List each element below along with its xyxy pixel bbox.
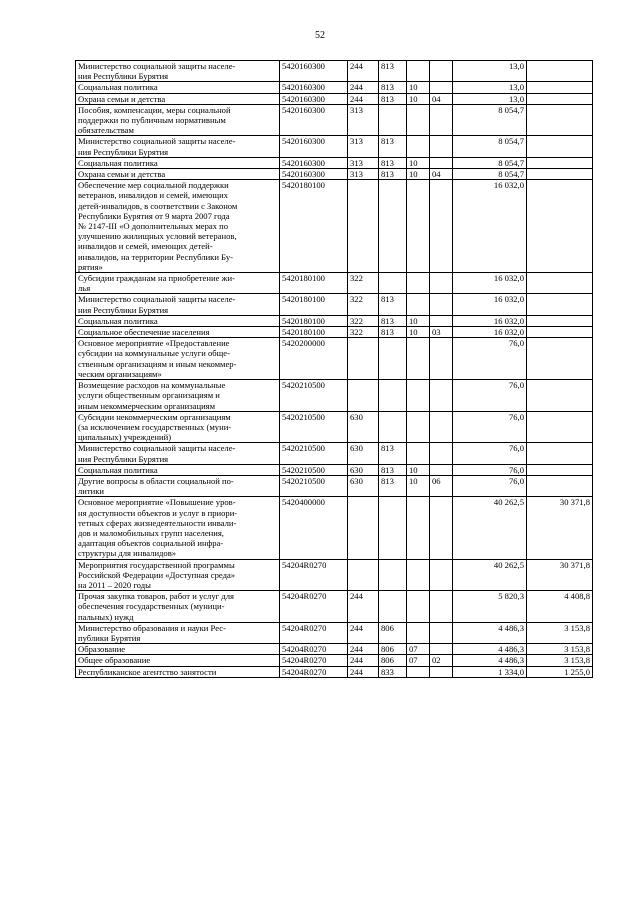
admin-code-cell — [379, 104, 407, 136]
target-article-cell: 5420160300 — [280, 136, 348, 157]
section-cell: 10 — [407, 93, 430, 104]
subsection-cell — [430, 622, 453, 643]
admin-code-cell — [379, 338, 407, 380]
amount-cell: 16 032,0 — [453, 294, 527, 315]
admin-code-cell — [379, 559, 407, 591]
subsection-cell — [430, 136, 453, 157]
amount-federal-cell: 30 371,8 — [527, 497, 593, 559]
subsection-cell — [430, 82, 453, 93]
section-cell — [407, 273, 430, 294]
amount-federal-cell — [527, 180, 593, 273]
amount-cell: 5 820,3 — [453, 591, 527, 623]
section-cell — [407, 411, 430, 443]
target-article-cell: 5420160300 — [280, 104, 348, 136]
expense-name-cell: Субсидии некоммерческим организациям (за исключением государственных (муни- ципальных) учреждений) — [76, 411, 280, 443]
section-cell — [407, 294, 430, 315]
expense-name-cell: Социальная политика — [76, 82, 280, 93]
amount-cell: 16 032,0 — [453, 327, 527, 338]
amount-federal-cell: 3 153,8 — [527, 655, 593, 666]
expense-name-cell: Социальная политика — [76, 157, 280, 168]
admin-code-cell: 813 — [379, 136, 407, 157]
table-row — [76, 644, 593, 655]
expense-name-cell: Социальная политика — [76, 315, 280, 326]
expense-type-cell — [348, 180, 379, 273]
expense-type-cell — [348, 497, 379, 559]
amount-federal-cell — [527, 93, 593, 104]
amount-cell: 76,0 — [453, 475, 527, 496]
amount-federal-cell — [527, 475, 593, 496]
admin-code-cell: 813 — [379, 157, 407, 168]
expense-type-cell: 244 — [348, 93, 379, 104]
expense-name-cell: Министерство социальной защиты населе- ния Республики Бурятия — [76, 61, 280, 82]
table-row — [76, 622, 593, 643]
expense-name-cell: Обеспечение мер социальной поддержки ветеранов, инвалидов и семей, имеющих детей-инвалидов, в соответствии с Законом Республики Бурятия от 9 марта 2007 года № 2147-III «О дополнительных мерах по улучшению жилищных условий ветеранов, инвалидов и семей, имеющих детей- инвалидов, на территории Республики Бу- рятия» — [76, 180, 280, 273]
admin-code-cell: 813 — [379, 93, 407, 104]
expense-type-cell: 313 — [348, 136, 379, 157]
expense-type-cell: 244 — [348, 644, 379, 655]
subsection-cell — [430, 157, 453, 168]
subsection-cell — [430, 559, 453, 591]
amount-cell: 1 334,0 — [453, 666, 527, 677]
target-article-cell: 5420160300 — [280, 157, 348, 168]
expense-type-cell: 244 — [348, 655, 379, 666]
table-row — [76, 93, 593, 104]
amount-federal-cell — [527, 61, 593, 82]
expense-type-cell: 322 — [348, 327, 379, 338]
expense-type-cell: 630 — [348, 464, 379, 475]
subsection-cell — [430, 497, 453, 559]
table-row — [76, 411, 593, 443]
expense-name-cell: Возмещение расходов на коммунальные услуги общественным организациям и иным некоммерческим организациям — [76, 380, 280, 412]
target-article-cell: 54204R0270 — [280, 644, 348, 655]
target-article-cell: 5420160300 — [280, 169, 348, 180]
expense-type-cell: 630 — [348, 411, 379, 443]
table-body — [76, 61, 593, 678]
subsection-cell — [430, 443, 453, 464]
target-article-cell: 54204R0270 — [280, 559, 348, 591]
amount-cell: 76,0 — [453, 464, 527, 475]
expense-type-cell: 313 — [348, 157, 379, 168]
expense-name-cell: Основное мероприятие «Повышение уров- ня доступности объектов и услуг в приори- тетных сферах жизнедеятельности инвали- дов и маломобильных групп населения, адаптация объектов социальной инфра- структуры для инвалидов» — [76, 497, 280, 559]
target-article-cell: 5420180100 — [280, 180, 348, 273]
table-row — [76, 169, 593, 180]
expense-type-cell: 244 — [348, 622, 379, 643]
amount-federal-cell — [527, 464, 593, 475]
target-article-cell: 5420160300 — [280, 82, 348, 93]
amount-cell: 16 032,0 — [453, 180, 527, 273]
admin-code-cell: 806 — [379, 644, 407, 655]
admin-code-cell: 806 — [379, 655, 407, 666]
subsection-cell — [430, 464, 453, 475]
target-article-cell: 5420180100 — [280, 315, 348, 326]
amount-cell: 8 054,7 — [453, 157, 527, 168]
subsection-cell: 06 — [430, 475, 453, 496]
admin-code-cell: 813 — [379, 443, 407, 464]
target-article-cell: 5420210500 — [280, 380, 348, 412]
target-article-cell: 54204R0270 — [280, 622, 348, 643]
section-cell: 10 — [407, 327, 430, 338]
amount-cell: 8 054,7 — [453, 104, 527, 136]
expense-name-cell: Социальная политика — [76, 464, 280, 475]
amount-federal-cell: 3 153,8 — [527, 622, 593, 643]
amount-cell: 76,0 — [453, 443, 527, 464]
table-row — [76, 315, 593, 326]
subsection-cell: 02 — [430, 655, 453, 666]
target-article-cell: 5420160300 — [280, 61, 348, 82]
admin-code-cell: 813 — [379, 294, 407, 315]
subsection-cell — [430, 180, 453, 273]
admin-code-cell: 813 — [379, 169, 407, 180]
target-article-cell: 5420180100 — [280, 327, 348, 338]
amount-federal-cell — [527, 136, 593, 157]
expense-name-cell: Министерство социальной защиты населе- ния Республики Бурятия — [76, 294, 280, 315]
admin-code-cell — [379, 380, 407, 412]
amount-cell: 4 486,3 — [453, 644, 527, 655]
amount-federal-cell: 30 371,8 — [527, 559, 593, 591]
amount-federal-cell — [527, 443, 593, 464]
section-cell: 10 — [407, 315, 430, 326]
amount-cell: 8 054,7 — [453, 169, 527, 180]
admin-code-cell — [379, 497, 407, 559]
expense-name-cell: Министерство социальной защиты населе- ния Республики Бурятия — [76, 136, 280, 157]
target-article-cell: 5420210500 — [280, 411, 348, 443]
section-cell — [407, 497, 430, 559]
expense-name-cell: Мероприятия государственной программы Российской Федерации «Доступная среда» на 2011 – 2020 годы — [76, 559, 280, 591]
section-cell — [407, 559, 430, 591]
target-article-cell: 54204R0270 — [280, 591, 348, 623]
target-article-cell: 5420210500 — [280, 475, 348, 496]
amount-federal-cell — [527, 294, 593, 315]
subsection-cell — [430, 338, 453, 380]
expense-name-cell: Образование — [76, 644, 280, 655]
subsection-cell — [430, 411, 453, 443]
amount-cell: 8 054,7 — [453, 136, 527, 157]
admin-code-cell: 806 — [379, 622, 407, 643]
amount-cell: 16 032,0 — [453, 273, 527, 294]
section-cell — [407, 666, 430, 677]
target-article-cell: 54204R0270 — [280, 655, 348, 666]
section-cell: 10 — [407, 157, 430, 168]
expense-name-cell: Основное мероприятие «Предоставление субсидии на коммунальные услуги обще- ственным организациям и иным некоммер- ческим организациям» — [76, 338, 280, 380]
subsection-cell — [430, 61, 453, 82]
admin-code-cell — [379, 591, 407, 623]
section-cell: 10 — [407, 475, 430, 496]
amount-federal-cell — [527, 169, 593, 180]
section-cell: 10 — [407, 464, 430, 475]
admin-code-cell — [379, 273, 407, 294]
expense-type-cell: 244 — [348, 666, 379, 677]
subsection-cell — [430, 104, 453, 136]
amount-federal-cell — [527, 315, 593, 326]
subsection-cell — [430, 644, 453, 655]
target-article-cell: 5420210500 — [280, 443, 348, 464]
table-row — [76, 61, 593, 82]
expense-type-cell: 244 — [348, 61, 379, 82]
expense-type-cell — [348, 559, 379, 591]
admin-code-cell: 833 — [379, 666, 407, 677]
admin-code-cell: 813 — [379, 475, 407, 496]
table-row — [76, 655, 593, 666]
table-row — [76, 666, 593, 677]
section-cell: 07 — [407, 644, 430, 655]
admin-code-cell — [379, 180, 407, 273]
table-row — [76, 180, 593, 273]
section-cell — [407, 136, 430, 157]
amount-federal-cell — [527, 157, 593, 168]
amount-cell: 13,0 — [453, 93, 527, 104]
expense-type-cell: 322 — [348, 315, 379, 326]
section-cell — [407, 380, 430, 412]
table-row — [76, 497, 593, 559]
amount-federal-cell: 4 408,8 — [527, 591, 593, 623]
table-row — [76, 380, 593, 412]
amount-federal-cell — [527, 82, 593, 93]
admin-code-cell: 813 — [379, 61, 407, 82]
subsection-cell — [430, 666, 453, 677]
table-row — [76, 136, 593, 157]
amount-federal-cell: 1 255,0 — [527, 666, 593, 677]
amount-cell: 76,0 — [453, 380, 527, 412]
table-row — [76, 464, 593, 475]
section-cell — [407, 61, 430, 82]
subsection-cell — [430, 315, 453, 326]
amount-cell: 40 262,5 — [453, 497, 527, 559]
table-row — [76, 475, 593, 496]
expense-type-cell: 630 — [348, 475, 379, 496]
table-row — [76, 82, 593, 93]
expense-type-cell: 244 — [348, 82, 379, 93]
table-row — [76, 327, 593, 338]
subsection-cell — [430, 294, 453, 315]
section-cell — [407, 591, 430, 623]
budget-table — [75, 60, 593, 678]
target-article-cell: 5420160300 — [280, 93, 348, 104]
amount-cell: 13,0 — [453, 61, 527, 82]
subsection-cell: 04 — [430, 169, 453, 180]
target-article-cell: 5420180100 — [280, 273, 348, 294]
amount-cell: 4 486,3 — [453, 655, 527, 666]
expense-type-cell — [348, 338, 379, 380]
amount-federal-cell — [527, 411, 593, 443]
amount-cell: 16 032,0 — [453, 315, 527, 326]
section-cell: 10 — [407, 82, 430, 93]
amount-federal-cell — [527, 104, 593, 136]
table-row — [76, 273, 593, 294]
target-article-cell: 54204R0270 — [280, 666, 348, 677]
expense-name-cell: Пособия, компенсации, меры социальной поддержки по публичным нормативным обязательствам — [76, 104, 280, 136]
amount-cell: 76,0 — [453, 338, 527, 380]
admin-code-cell: 813 — [379, 464, 407, 475]
expense-type-cell: 313 — [348, 169, 379, 180]
table-row — [76, 591, 593, 623]
expense-name-cell: Республиканское агентство занятости — [76, 666, 280, 677]
amount-federal-cell — [527, 327, 593, 338]
subsection-cell — [430, 273, 453, 294]
section-cell — [407, 338, 430, 380]
expense-type-cell: 322 — [348, 294, 379, 315]
subsection-cell: 04 — [430, 93, 453, 104]
amount-cell: 4 486,3 — [453, 622, 527, 643]
subsection-cell: 03 — [430, 327, 453, 338]
target-article-cell: 5420200000 — [280, 338, 348, 380]
section-cell: 07 — [407, 655, 430, 666]
target-article-cell: 5420180100 — [280, 294, 348, 315]
expense-name-cell: Министерство образования и науки Рес- публики Бурятия — [76, 622, 280, 643]
target-article-cell: 5420210500 — [280, 464, 348, 475]
amount-cell: 13,0 — [453, 82, 527, 93]
expense-type-cell: 244 — [348, 591, 379, 623]
admin-code-cell: 813 — [379, 327, 407, 338]
amount-federal-cell: 3 153,8 — [527, 644, 593, 655]
expense-type-cell — [348, 380, 379, 412]
table-row — [76, 559, 593, 591]
amount-federal-cell — [527, 273, 593, 294]
table-row — [76, 157, 593, 168]
subsection-cell — [430, 380, 453, 412]
expense-name-cell: Охрана семьи и детства — [76, 93, 280, 104]
expense-name-cell: Социальное обеспечение населения — [76, 327, 280, 338]
admin-code-cell — [379, 411, 407, 443]
expense-name-cell: Охрана семьи и детства — [76, 169, 280, 180]
admin-code-cell: 813 — [379, 315, 407, 326]
expense-name-cell: Прочая закупка товаров, работ и услуг для обеспечения государственных (муници- пальных) нужд — [76, 591, 280, 623]
table-row — [76, 338, 593, 380]
expense-type-cell: 322 — [348, 273, 379, 294]
section-cell — [407, 104, 430, 136]
section-cell — [407, 622, 430, 643]
amount-cell: 40 262,5 — [453, 559, 527, 591]
subsection-cell — [430, 591, 453, 623]
expense-type-cell: 630 — [348, 443, 379, 464]
section-cell — [407, 180, 430, 273]
table-row — [76, 443, 593, 464]
expense-name-cell: Другие вопросы в области социальной по- литики — [76, 475, 280, 496]
expense-name-cell: Общее образование — [76, 655, 280, 666]
section-cell — [407, 443, 430, 464]
expense-type-cell: 313 — [348, 104, 379, 136]
expense-name-cell: Субсидии гражданам на приобретение жи- лья — [76, 273, 280, 294]
table-row — [76, 294, 593, 315]
expense-name-cell: Министерство социальной защиты населе- ния Республики Бурятия — [76, 443, 280, 464]
section-cell: 10 — [407, 169, 430, 180]
admin-code-cell: 813 — [379, 82, 407, 93]
amount-cell: 76,0 — [453, 411, 527, 443]
page-number: 52 — [315, 30, 325, 41]
target-article-cell: 5420400000 — [280, 497, 348, 559]
table-row — [76, 104, 593, 136]
amount-federal-cell — [527, 338, 593, 380]
amount-federal-cell — [527, 380, 593, 412]
